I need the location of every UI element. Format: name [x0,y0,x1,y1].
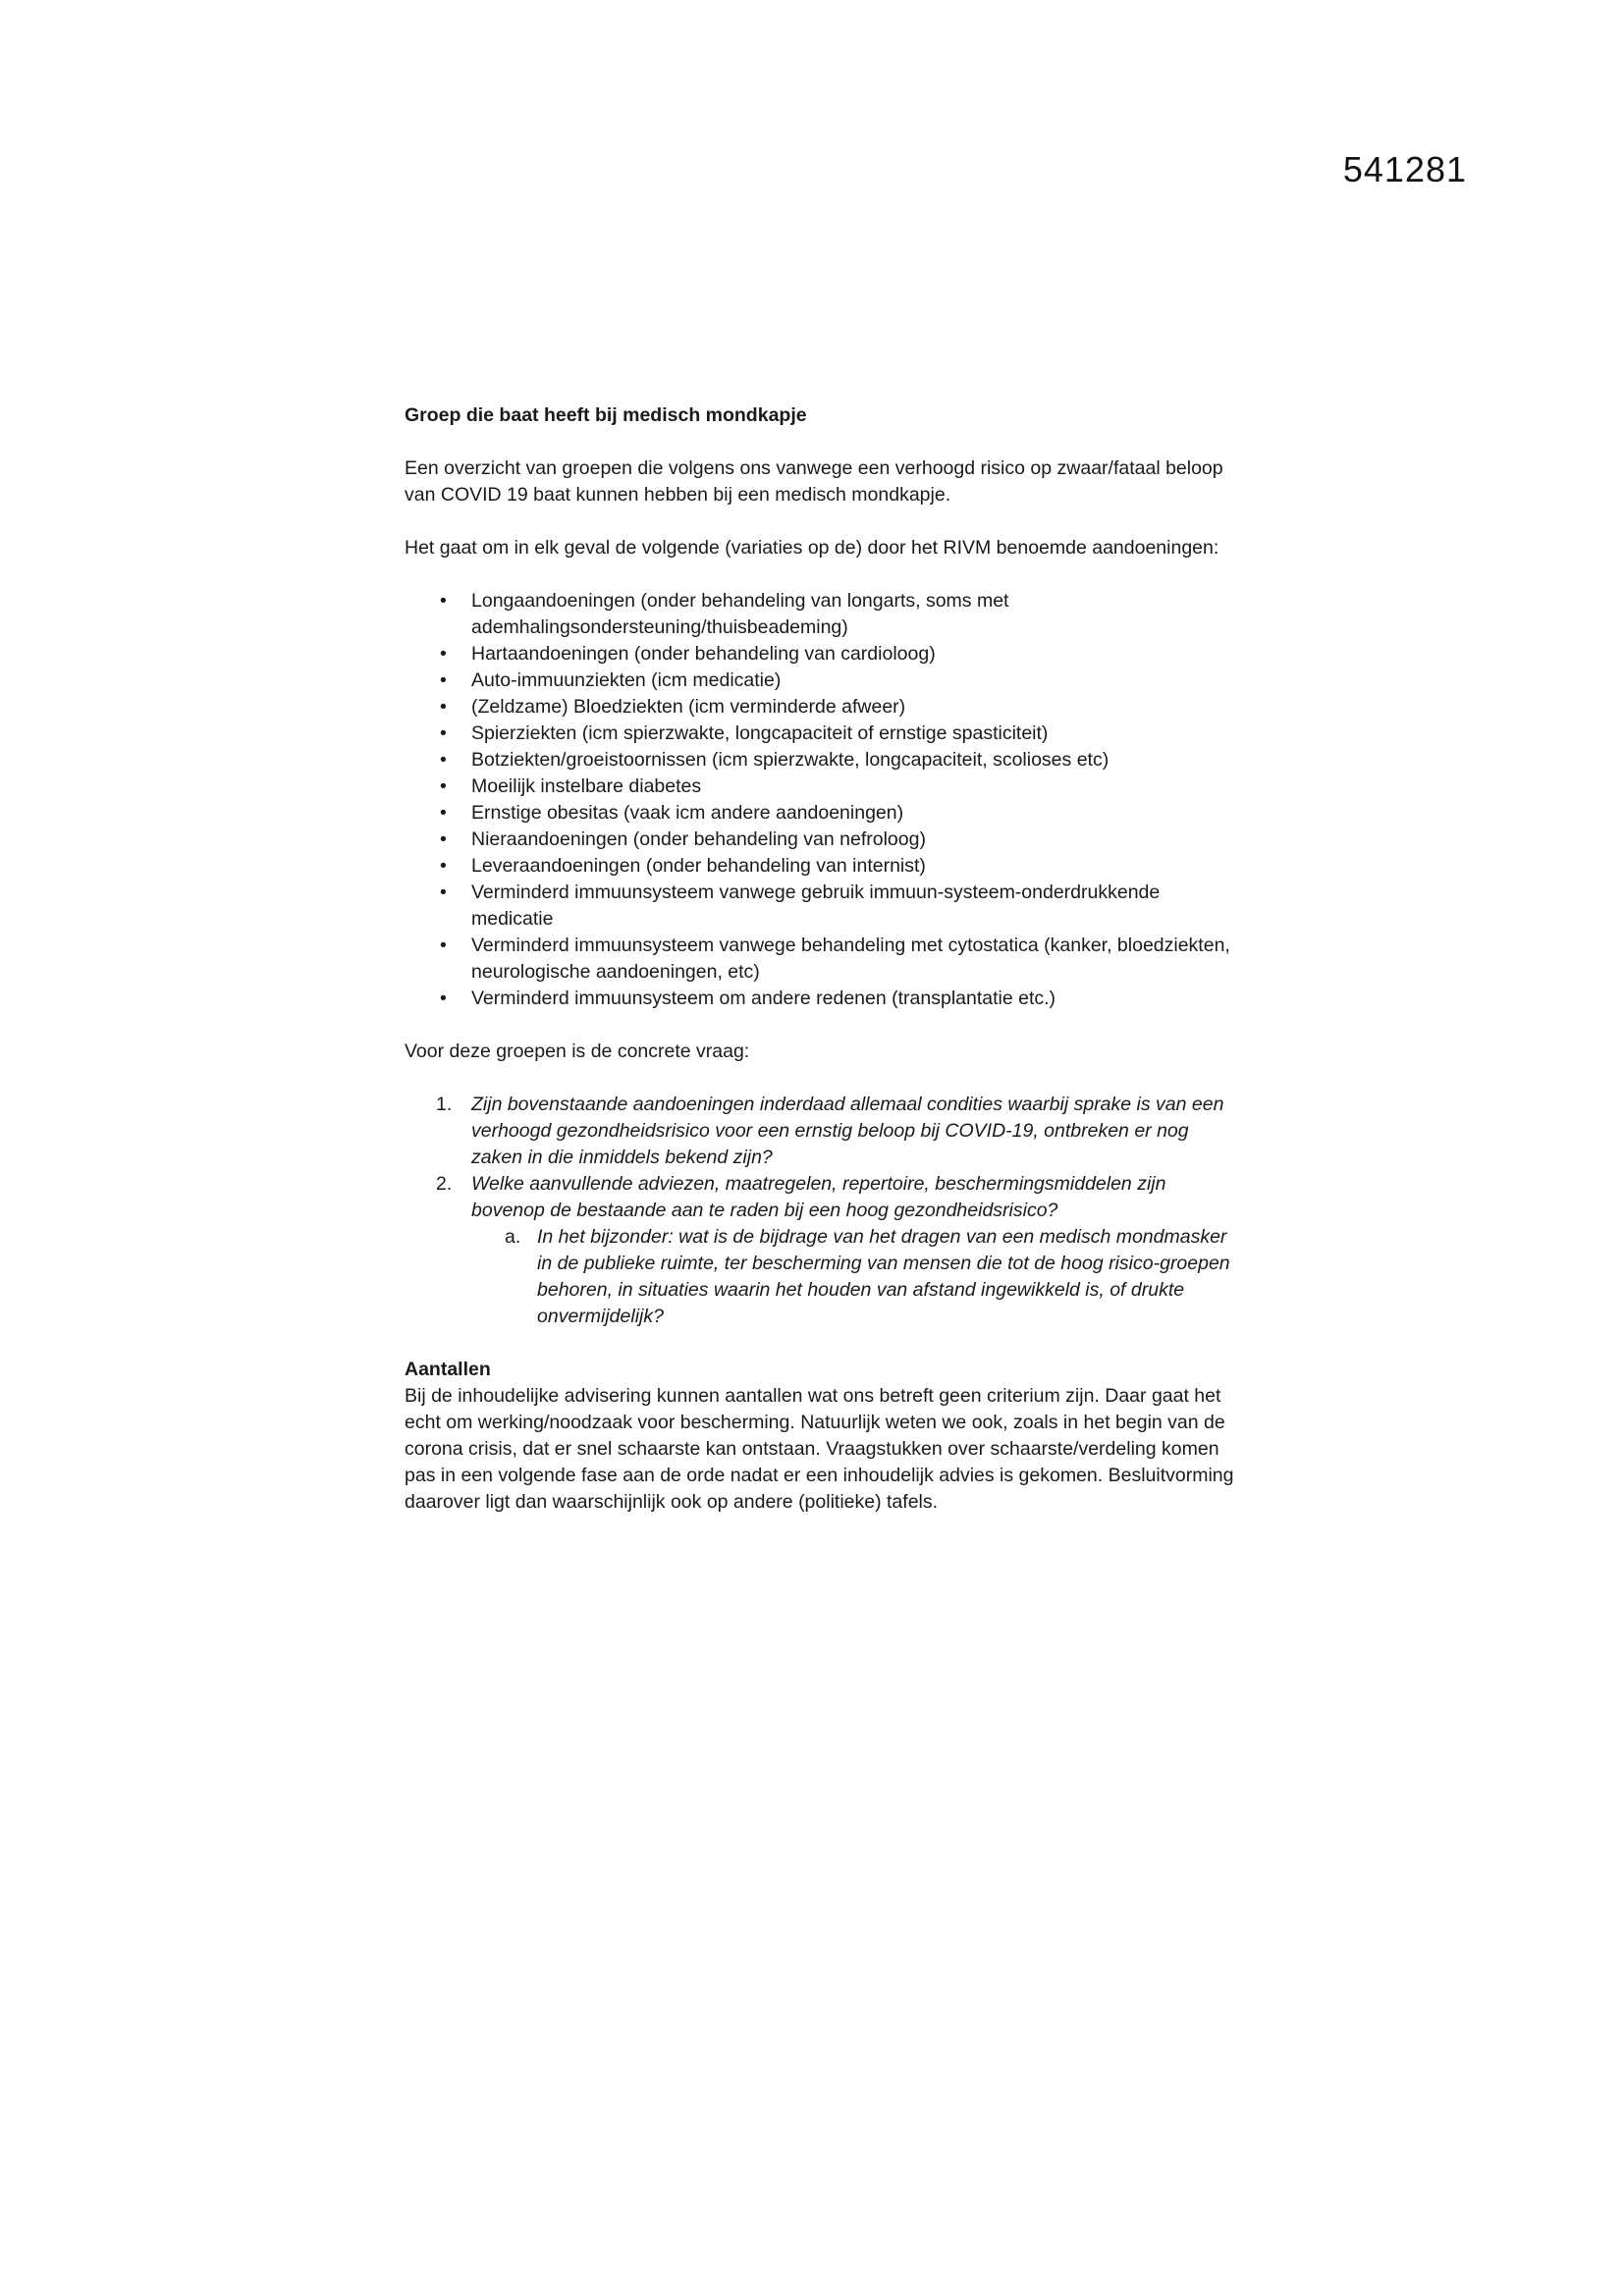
list-item [405,667,1239,694]
question-number: 2. [436,1173,453,1195]
bullet-icon: • [440,988,447,1009]
list-item-text: Spierziekten (icm spierzwakte, longcapaciteit of ernstige spasticiteit) [471,722,1049,744]
list-item [405,880,1239,933]
sub-question-text: In het bijzonder: wat is de bijdrage van het dragen van een medisch mondmasker in de publieke ruimte, ter bescherming van mensen die tot de hoog risico-groepen behoren, in situaties waarin het houden van afstand ingewikkeld is, of drukte onvermijdelijk? [537,1226,1230,1327]
list-item [405,721,1239,747]
list-item-text: Nieraandoeningen (onder behandeling van nefroloog) [471,828,926,850]
aantallen-heading: Aantallen [405,1359,491,1380]
bullet-icon: • [440,722,447,744]
list-item-text: Longaandoeningen (onder behandeling van longarts, soms met ademhalingsondersteuning/thuisbeademing) [471,590,1009,638]
questions-list [405,1092,1239,1330]
question-number: 1. [436,1094,453,1115]
intro-paragraph: Een overzicht van groepen die volgens ons vanwege een verhoogd risico op zwaar/fataal beloop van COVID 19 baat kunnen hebben bij een medisch mondkapje. [405,457,1223,506]
question-item [405,1171,1239,1330]
bullet-icon: • [440,590,447,612]
list-item [405,986,1239,1012]
list-item-text: Moeilijk instelbare diabetes [471,775,702,797]
question-item [405,1092,1239,1171]
list-item [405,588,1239,641]
list-item [405,694,1239,721]
conditions-list [405,588,1239,1012]
question-intro-paragraph: Voor deze groepen is de concrete vraag: [405,1041,750,1062]
list-item-text: Ernstige obesitas (vaak icm andere aandoeningen) [471,802,904,824]
sub-questions-list [471,1224,1239,1330]
list-item-text: Leveraandoeningen (onder behandeling van internist) [471,855,926,877]
document-body [405,402,1239,1516]
bullet-icon: • [440,669,447,691]
list-item-text: Hartaandoeningen (onder behandeling van cardioloog) [471,643,936,665]
list-item [405,774,1239,800]
list-item-text: Botziekten/groeistoornissen (icm spierzwakte, longcapaciteit, scolioses etc) [471,749,1110,771]
list-intro-paragraph: Het gaat om in elk geval de volgende (variaties op de) door het RIVM benoemde aandoeningen: [405,537,1219,559]
aantallen-paragraph: Bij de inhoudelijke advisering kunnen aantallen wat ons betreft geen criterium zijn. Daar gaat het echt om werking/noodzaak voor bescherming. Natuurlijk weten we ook, zoals in het begin van de corona crisis, dat er snel schaarste kan ontstaan. Vraagstukken over schaarste/verdeling komen pas in een volgende fase aan de orde nadat er een inhoudelijk advies is gekomen. Besluitvorming daarover ligt dan waarschijnlijk ook op andere (politieke) tafels. [405,1385,1234,1513]
list-item-text: Verminderd immuunsysteem vanwege behandeling met cytostatica (kanker, bloedziekten, neurologische aandoeningen, etc) [471,934,1230,983]
document-title: Groep die baat heeft bij medisch mondkapje [405,404,807,426]
question-text: Welke aanvullende adviezen, maatregelen, repertoire, beschermingsmiddelen zijn bovenop de bestaande aan te raden bij een hoog gezondheidsrisico? [471,1173,1166,1221]
bullet-icon: • [440,934,447,956]
bullet-icon: • [440,881,447,903]
list-item-text: Verminderd immuunsysteem om andere redenen (transplantatie etc.) [471,988,1056,1009]
list-item-text: Auto-immuunziekten (icm medicatie) [471,669,782,691]
question-text: Zijn bovenstaande aandoeningen inderdaad allemaal condities waarbij sprake is van een verhoogd gezondheidsrisico voor een ernstig beloop bij COVID-19, ontbreken er nog zaken in die inmiddels bekend zijn? [471,1094,1224,1168]
bullet-icon: • [440,775,447,797]
list-item [405,747,1239,774]
bullet-icon: • [440,802,447,824]
list-item-text: (Zeldzame) Bloedziekten (icm verminderde afweer) [471,696,906,718]
list-item-text: Verminderd immuunsysteem vanwege gebruik immuun-systeem-onderdrukkende medicatie [471,881,1161,930]
sub-question-letter: a. [505,1226,521,1248]
list-item [405,827,1239,853]
list-item [405,933,1239,986]
list-item [405,853,1239,880]
bullet-icon: • [440,855,447,877]
document-number: 541281 [1342,149,1467,189]
list-item [405,800,1239,827]
bullet-icon: • [440,749,447,771]
bullet-icon: • [440,828,447,850]
bullet-icon: • [440,643,447,665]
list-item [405,641,1239,667]
bullet-icon: • [440,696,447,718]
sub-question-item [405,1224,1239,1330]
